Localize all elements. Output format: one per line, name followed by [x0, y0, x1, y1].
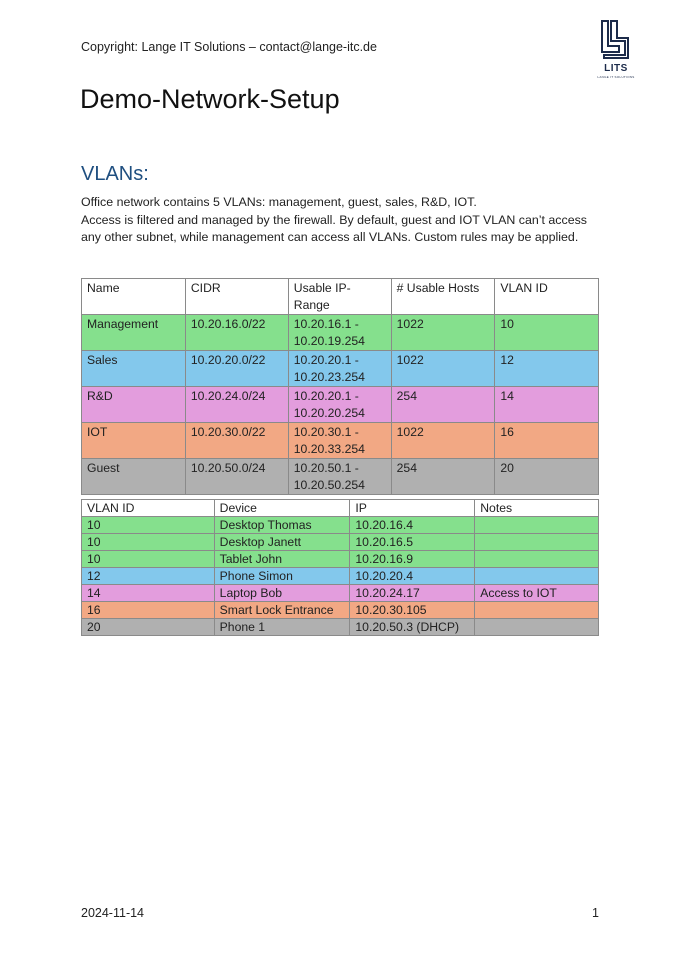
vlan-cidr-cell: 10.20.30.0/22: [185, 423, 288, 459]
device-ip-cell: 10.20.16.5: [350, 534, 475, 551]
vlan-cidr-cell: 10.20.16.0/22: [185, 315, 288, 351]
column-header: CIDR: [185, 279, 288, 315]
device-notes-cell: [475, 551, 599, 568]
table-row: [82, 423, 599, 459]
vlan-table: [81, 278, 599, 495]
device-vlan-cell: 14: [82, 585, 215, 602]
device-notes-cell: [475, 568, 599, 585]
vlan-hosts-cell: 1022: [391, 351, 495, 387]
device-name-cell: Desktop Janett: [214, 534, 350, 551]
device-vlan-cell: 16: [82, 602, 215, 619]
vlan-range-cell: 10.20.30.1 - 10.20.33.254: [288, 423, 391, 459]
vlan-table-header: [82, 279, 599, 315]
vlan-range-cell: 10.20.50.1 - 10.20.50.254: [288, 459, 391, 495]
header-copyright: Copyright: Lange IT Solutions – contact@lange-itc.de: [81, 40, 377, 54]
vlan-cidr-cell: 10.20.20.0/22: [185, 351, 288, 387]
table-row: [82, 551, 599, 568]
vlan-id-cell: 14: [495, 387, 599, 423]
vlan-hosts-cell: 254: [391, 387, 495, 423]
device-ip-cell: 10.20.16.4: [350, 517, 475, 534]
column-header: IP: [350, 500, 475, 517]
device-ip-cell: 10.20.50.3 (DHCP): [350, 619, 475, 636]
table-row: [82, 585, 599, 602]
device-ip-cell: 10.20.20.4: [350, 568, 475, 585]
vlan-range-cell: 10.20.20.1 - 10.20.23.254: [288, 351, 391, 387]
page-number: 1: [592, 906, 599, 920]
device-vlan-cell: 10: [82, 534, 215, 551]
table-row: [82, 619, 599, 636]
column-header: VLAN ID: [495, 279, 599, 315]
device-vlan-cell: 12: [82, 568, 215, 585]
device-notes-cell: [475, 517, 599, 534]
intro-paragraph-2: Access is filtered and managed by the firewall. By default, guest and IOT VLAN can’t access any other subnet, while management can access all VLANs. Custom rules may be applied.: [81, 212, 587, 244]
device-name-cell: Phone Simon: [214, 568, 350, 585]
device-notes-cell: [475, 534, 599, 551]
device-ip-cell: 10.20.24.17: [350, 585, 475, 602]
lits-logo: [593, 18, 639, 78]
device-table: [81, 499, 599, 636]
vlan-id-cell: 12: [495, 351, 599, 387]
column-header: Usable IP-Range: [288, 279, 391, 315]
device-table-header: [82, 500, 599, 517]
vlan-id-cell: 10: [495, 315, 599, 351]
logo-wordmark: LITS: [604, 63, 628, 74]
vlan-name-cell: R&D: [82, 387, 186, 423]
device-ip-cell: 10.20.30.105: [350, 602, 475, 619]
table-row: [82, 517, 599, 534]
column-header: Notes: [475, 500, 599, 517]
vlan-id-cell: 20: [495, 459, 599, 495]
intro-paragraph-1: Office network contains 5 VLANs: management, guest, sales, R&D, IOT.: [81, 195, 477, 209]
device-vlan-cell: 20: [82, 619, 215, 636]
table-row: [82, 351, 599, 387]
vlan-name-cell: Sales: [82, 351, 186, 387]
device-vlan-cell: 10: [82, 551, 215, 568]
device-notes-cell: Access to IOT: [475, 585, 599, 602]
column-header: Device: [214, 500, 350, 517]
vlan-hosts-cell: 1022: [391, 315, 495, 351]
vlan-hosts-cell: 254: [391, 459, 495, 495]
vlan-name-cell: Guest: [82, 459, 186, 495]
column-header: # Usable Hosts: [391, 279, 495, 315]
vlan-hosts-cell: 1022: [391, 423, 495, 459]
intro-text: [81, 194, 601, 247]
device-notes-cell: [475, 602, 599, 619]
table-row: [82, 602, 599, 619]
lits-logo-icon: [593, 18, 639, 62]
device-notes-cell: [475, 619, 599, 636]
vlan-range-cell: 10.20.20.1 - 10.20.20.254: [288, 387, 391, 423]
section-title: VLANs:: [81, 163, 149, 185]
table-row: [82, 568, 599, 585]
logo-subtitle: LANGE IT SOLUTIONS: [597, 75, 635, 79]
device-vlan-cell: 10: [82, 517, 215, 534]
vlan-name-cell: Management: [82, 315, 186, 351]
device-name-cell: Laptop Bob: [214, 585, 350, 602]
table-row: [82, 459, 599, 495]
device-ip-cell: 10.20.16.9: [350, 551, 475, 568]
vlan-cidr-cell: 10.20.24.0/24: [185, 387, 288, 423]
footer-date: 2024-11-14: [81, 906, 145, 920]
vlan-range-cell: 10.20.16.1 - 10.20.19.254: [288, 315, 391, 351]
device-name-cell: Desktop Thomas: [214, 517, 350, 534]
table-row: [82, 315, 599, 351]
device-name-cell: Smart Lock Entrance: [214, 602, 350, 619]
page-title: Demo-Network-Setup: [80, 84, 340, 114]
vlan-cidr-cell: 10.20.50.0/24: [185, 459, 288, 495]
table-row: [82, 387, 599, 423]
device-name-cell: Tablet John: [214, 551, 350, 568]
device-name-cell: Phone 1: [214, 619, 350, 636]
column-header: VLAN ID: [82, 500, 215, 517]
vlan-name-cell: IOT: [82, 423, 186, 459]
vlan-id-cell: 16: [495, 423, 599, 459]
table-row: [82, 534, 599, 551]
column-header: Name: [82, 279, 186, 315]
